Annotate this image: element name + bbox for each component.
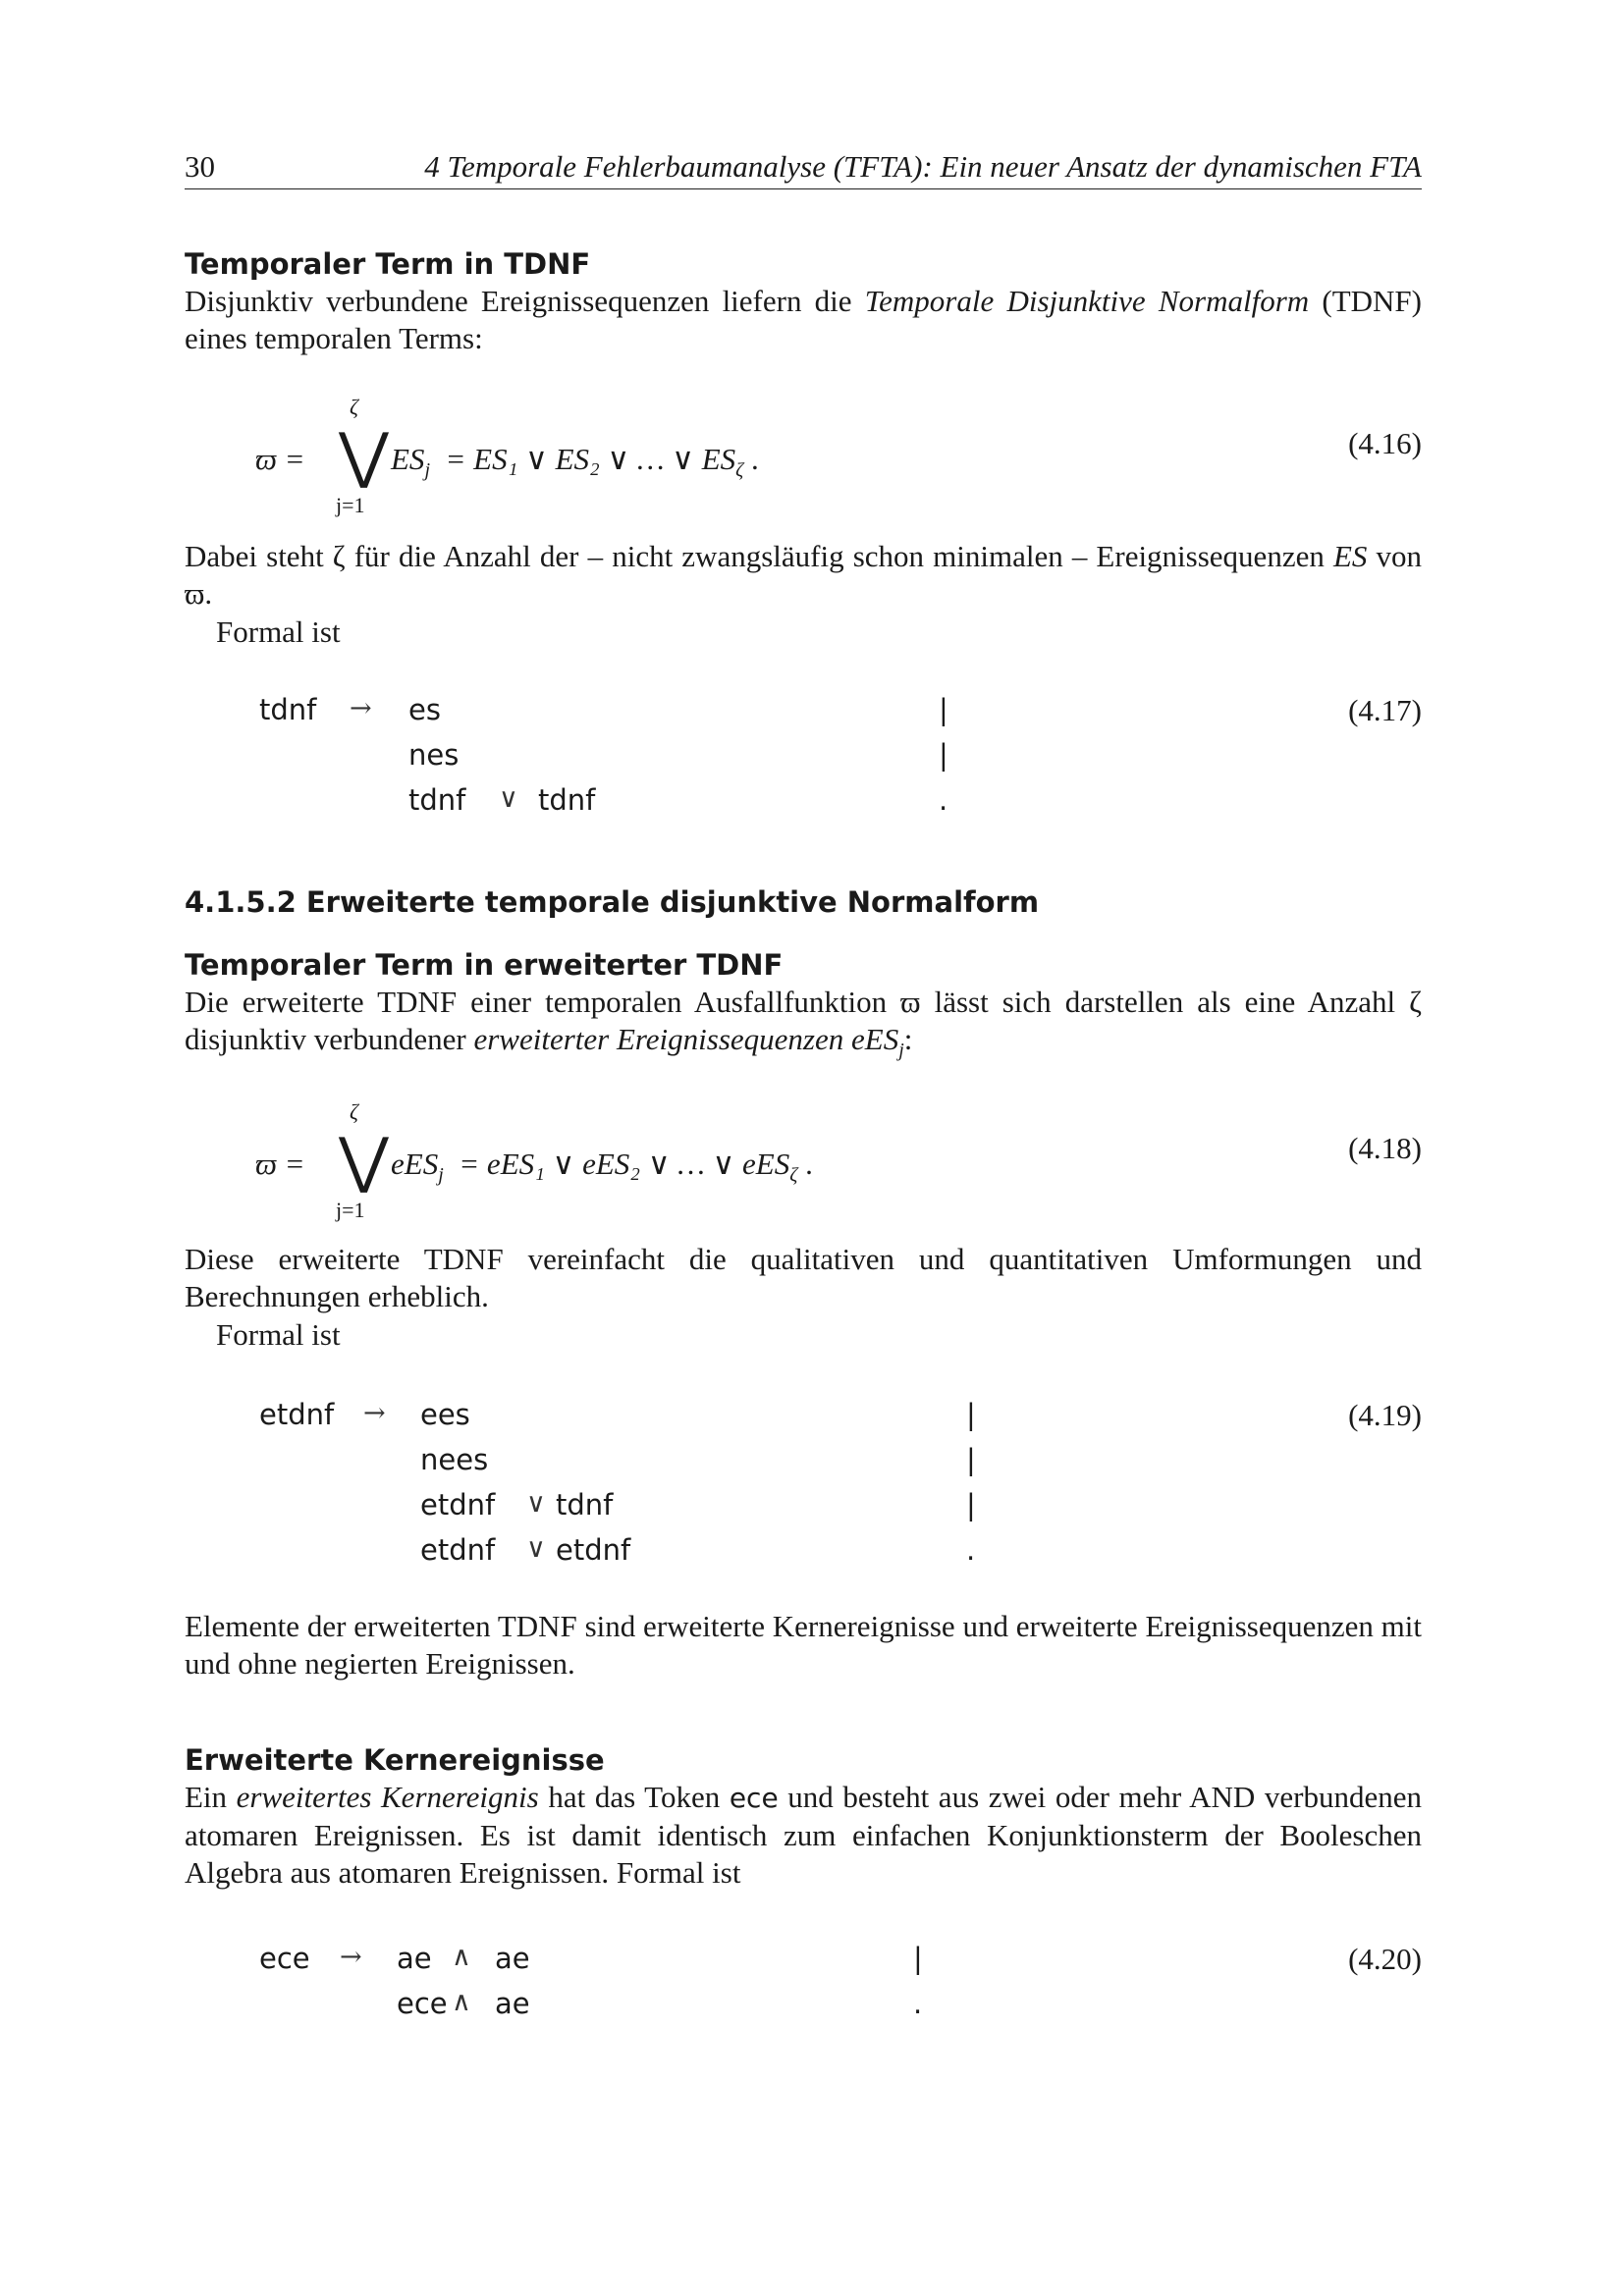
eq-lhs: ϖ = bbox=[255, 1147, 305, 1181]
equation-number: (4.20) bbox=[1348, 1942, 1422, 1976]
arrow-symbol: → bbox=[350, 693, 372, 723]
equation-number: (4.19) bbox=[1348, 1398, 1422, 1432]
eq-lhs: ϖ = bbox=[255, 442, 305, 476]
grammar-alt: tdnf bbox=[556, 1488, 614, 1522]
grammar-alt: etdnf bbox=[420, 1533, 496, 1567]
eq-lower-limit: j=1 bbox=[336, 1198, 365, 1222]
grammar-bar: | bbox=[966, 1488, 976, 1522]
grammar-4-20 bbox=[259, 1942, 1422, 2040]
document-page bbox=[185, 0, 1422, 2296]
grammar-alt: nees bbox=[420, 1443, 489, 1476]
or-symbol: ∨ bbox=[526, 1533, 546, 1564]
and-symbol: ∧ bbox=[452, 1987, 471, 2017]
big-disjunction-symbol: ⋁ bbox=[339, 419, 389, 491]
grammar-alt: ae bbox=[495, 1987, 530, 2020]
paragraph-zeta-explanation: Dabei steht ζ für die Anzahl der – nicht zwangsläufig schon minimalen – Ereignissequenzen ES von ϖ. bbox=[185, 539, 1423, 611]
paragraph-extended-elements: Elemente der erweiterten TDNF sind erweiterte Kernereignisse und erweiterte Ereignissequenzen mit und ohne negierten Ereignissen. bbox=[185, 1609, 1422, 1681]
formal-label: Formal ist bbox=[216, 614, 341, 649]
or-symbol: ∨ bbox=[499, 783, 518, 814]
page-number: 30 bbox=[185, 149, 215, 184]
token-ece: ece bbox=[729, 1782, 779, 1814]
grammar-alt: tdnf bbox=[408, 783, 466, 817]
or-symbol: ∨ bbox=[526, 1488, 546, 1519]
running-title: 4 Temporale Fehlerbaumanalyse (TFTA): Ein neuer Ansatz der dynamischen FTA bbox=[424, 149, 1422, 184]
grammar-alt: tdnf bbox=[538, 783, 596, 817]
formal-label: Formal ist bbox=[216, 1317, 341, 1352]
grammar-4-17 bbox=[259, 693, 1422, 830]
paragraph-extended-intro: Die erweiterte TDNF einer temporalen Ausfallfunktion ϖ lässt sich darstellen als eine Anzahl ζ disjunktiv verbundener erweiterter Ereignissequenzen eES$_j$: bbox=[185, 985, 1422, 1062]
arrow-symbol: → bbox=[363, 1398, 386, 1428]
heading-tdnf-term: Temporaler Term in TDNF bbox=[185, 247, 591, 281]
grammar-lhs: etdnf bbox=[259, 1398, 335, 1431]
grammar-alt: ece bbox=[397, 1987, 448, 2020]
grammar-alt: ae bbox=[397, 1942, 432, 1975]
running-head bbox=[185, 145, 1422, 189]
grammar-dot: . bbox=[913, 1987, 923, 2020]
grammar-bar: | bbox=[966, 1398, 976, 1431]
grammar-alt: nes bbox=[408, 738, 460, 772]
eq-rhs: eES$_j$ = eES₁ ∨ eES₂ ∨ … ∨ eES$_\zeta$ . bbox=[391, 1147, 813, 1187]
subsection-heading: 4.1.5.2 Erweiterte temporale disjunktive Normalform bbox=[185, 885, 1040, 919]
grammar-lhs: tdnf bbox=[259, 693, 317, 726]
heading-extended-core-events: Erweiterte Kernereignisse bbox=[185, 1743, 605, 1777]
paragraph-tdnf-intro: Disjunktiv verbundene Ereignissequenzen liefern die Temporale Disjunktive Normalform (TDNF) eines temporalen Terms: bbox=[185, 284, 1422, 355]
grammar-alt: ae bbox=[495, 1942, 530, 1975]
heading-extended-tdnf: Temporaler Term in erweiterter TDNF bbox=[185, 948, 784, 982]
equation-number: (4.17) bbox=[1348, 693, 1422, 727]
eq-rhs: $ES_j = ES_1$ ∨ ES₂ ∨ … ∨ $ES_\zeta$ . bbox=[391, 442, 759, 482]
term-emphasis: Temporale Disjunktive Normalform bbox=[864, 284, 1310, 318]
equation-number: (4.18) bbox=[1348, 1131, 1422, 1165]
grammar-alt: ees bbox=[420, 1398, 470, 1431]
grammar-dot: . bbox=[939, 783, 948, 817]
grammar-dot: . bbox=[966, 1533, 976, 1567]
eq-lower-limit: j=1 bbox=[336, 493, 365, 517]
grammar-bar: | bbox=[939, 693, 948, 726]
grammar-alt: etdnf bbox=[556, 1533, 631, 1567]
grammar-alt: es bbox=[408, 693, 441, 726]
grammar-4-19 bbox=[259, 1398, 1422, 1584]
paragraph-core-events: Ein erweitertes Kernereignis hat das Token ece und besteht aus zwei oder mehr AND verbundenen atomaren Ereignissen. Es ist damit identisch zum einfachen Konjunktionsterm der Booleschen Algebra aus atomaren Ereignissen. Formal ist bbox=[185, 1780, 1422, 1890]
and-symbol: ∧ bbox=[452, 1942, 471, 1972]
eq-upper-limit: ζ bbox=[350, 1099, 358, 1124]
grammar-lhs: ece bbox=[259, 1942, 310, 1975]
equation-number: (4.16) bbox=[1348, 426, 1422, 460]
grammar-bar: | bbox=[966, 1443, 976, 1476]
big-disjunction-symbol: ⋁ bbox=[339, 1124, 389, 1196]
grammar-bar: | bbox=[939, 738, 948, 772]
grammar-alt: etdnf bbox=[420, 1488, 496, 1522]
grammar-bar: | bbox=[913, 1942, 923, 1975]
eq-upper-limit: ζ bbox=[350, 395, 358, 419]
arrow-symbol: → bbox=[340, 1942, 362, 1972]
paragraph-extended-after: Diese erweiterte TDNF vereinfacht die qualitativen und quantitativen Umformungen und Berechnungen erheblich. bbox=[185, 1242, 1422, 1313]
